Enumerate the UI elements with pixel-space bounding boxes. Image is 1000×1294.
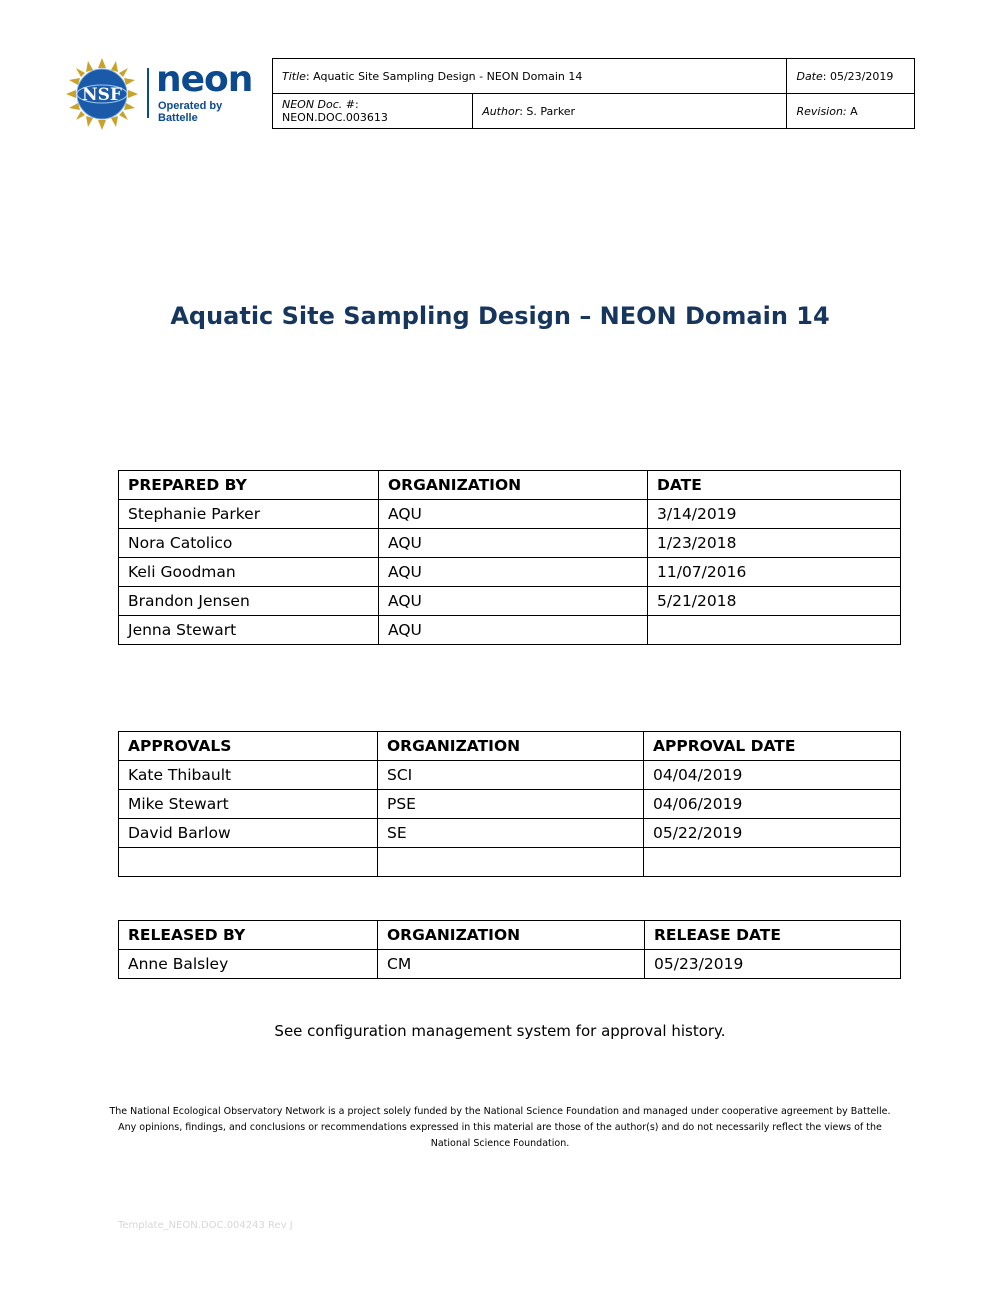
funding-disclaimer (100, 1104, 900, 1152)
table-cell: AQU (379, 500, 648, 529)
table-cell: 5/21/2018 (648, 587, 901, 616)
column-header: APPROVALS (119, 732, 378, 761)
logo-tagline: Operated by Battelle (158, 100, 223, 124)
table-row (119, 616, 901, 645)
table-row (119, 529, 901, 558)
table-header-row (119, 732, 901, 761)
neon-nsf-logo (66, 58, 256, 130)
disclaimer-line: The National Ecological Observatory Network is a project solely funded by the National Science Foundation and managed under cooperative agreement by Battelle. (109, 1106, 891, 1117)
table-cell: 1/23/2018 (648, 529, 901, 558)
table-cell: 04/04/2019 (644, 761, 901, 790)
table-cell: AQU (379, 529, 648, 558)
table-cell: SE (378, 819, 644, 848)
table-cell: 05/22/2019 (644, 819, 901, 848)
header-docnum-cell: NEON Doc. #: NEON.DOC.003613 (273, 94, 473, 129)
table-cell: Stephanie Parker (119, 500, 379, 529)
table-cell (378, 848, 644, 877)
column-header: APPROVAL DATE (644, 732, 901, 761)
nsf-seal-icon (66, 58, 138, 130)
table-cell: SCI (378, 761, 644, 790)
logo-divider (147, 68, 149, 118)
table-cell (644, 848, 901, 877)
table-cell: AQU (379, 558, 648, 587)
prepared-by-table (118, 470, 901, 645)
template-id: Template_NEON.DOC.004243 Rev J (118, 1220, 293, 1231)
table-row (119, 819, 901, 848)
table-row (119, 790, 901, 819)
column-header: PREPARED BY (119, 471, 379, 500)
table-cell: PSE (378, 790, 644, 819)
table-cell: Brandon Jensen (119, 587, 379, 616)
released-by-table (118, 920, 901, 979)
neon-wordmark: neon (156, 59, 253, 100)
approval-history-note: See configuration management system for approval history. (274, 1022, 726, 1040)
table-row (119, 587, 901, 616)
header-date-cell: Date: 05/23/2019 (787, 59, 915, 94)
approvals-table (118, 731, 901, 877)
table-cell: 3/14/2019 (648, 500, 901, 529)
table-cell: 05/23/2019 (645, 950, 901, 979)
table-cell: Anne Balsley (119, 950, 378, 979)
table-row (119, 950, 901, 979)
table-cell: CM (378, 950, 645, 979)
table-cell: 04/06/2019 (644, 790, 901, 819)
column-header: RELEASED BY (119, 921, 378, 950)
table-cell: AQU (379, 587, 648, 616)
disclaimer-line: Any opinions, findings, and conclusions or recommendations expressed in this material are those of the author(s) and do not necessarily reflect the views of the (118, 1122, 882, 1133)
table-cell: Kate Thibault (119, 761, 378, 790)
table-cell: David Barlow (119, 819, 378, 848)
table-cell: Jenna Stewart (119, 616, 379, 645)
table-header-row (119, 921, 901, 950)
header-revision-cell: Revision: A (787, 94, 915, 129)
table-row (119, 761, 901, 790)
column-header: ORGANIZATION (378, 921, 645, 950)
column-header: ORGANIZATION (378, 732, 644, 761)
table-header-row (119, 471, 901, 500)
document-header-table (272, 58, 915, 129)
table-cell: AQU (379, 616, 648, 645)
disclaimer-line: National Science Foundation. (430, 1138, 570, 1149)
table-cell: 11/07/2016 (648, 558, 901, 587)
table-row (119, 558, 901, 587)
column-header: RELEASE DATE (645, 921, 901, 950)
header-title-cell: Title: Aquatic Site Sampling Design - NEON Domain 14 (273, 59, 787, 94)
table-cell: Keli Goodman (119, 558, 379, 587)
column-header: ORGANIZATION (379, 471, 648, 500)
table-cell (648, 616, 901, 645)
table-row (119, 500, 901, 529)
header-author-cell: Author: S. Parker (473, 94, 787, 129)
column-header: DATE (648, 471, 901, 500)
table-cell: Mike Stewart (119, 790, 378, 819)
document-title: Aquatic Site Sampling Design – NEON Domain 14 (170, 302, 830, 330)
table-cell: Nora Catolico (119, 529, 379, 558)
table-cell (119, 848, 378, 877)
nsf-seal-text: NSF (82, 85, 122, 105)
table-row (119, 848, 901, 877)
